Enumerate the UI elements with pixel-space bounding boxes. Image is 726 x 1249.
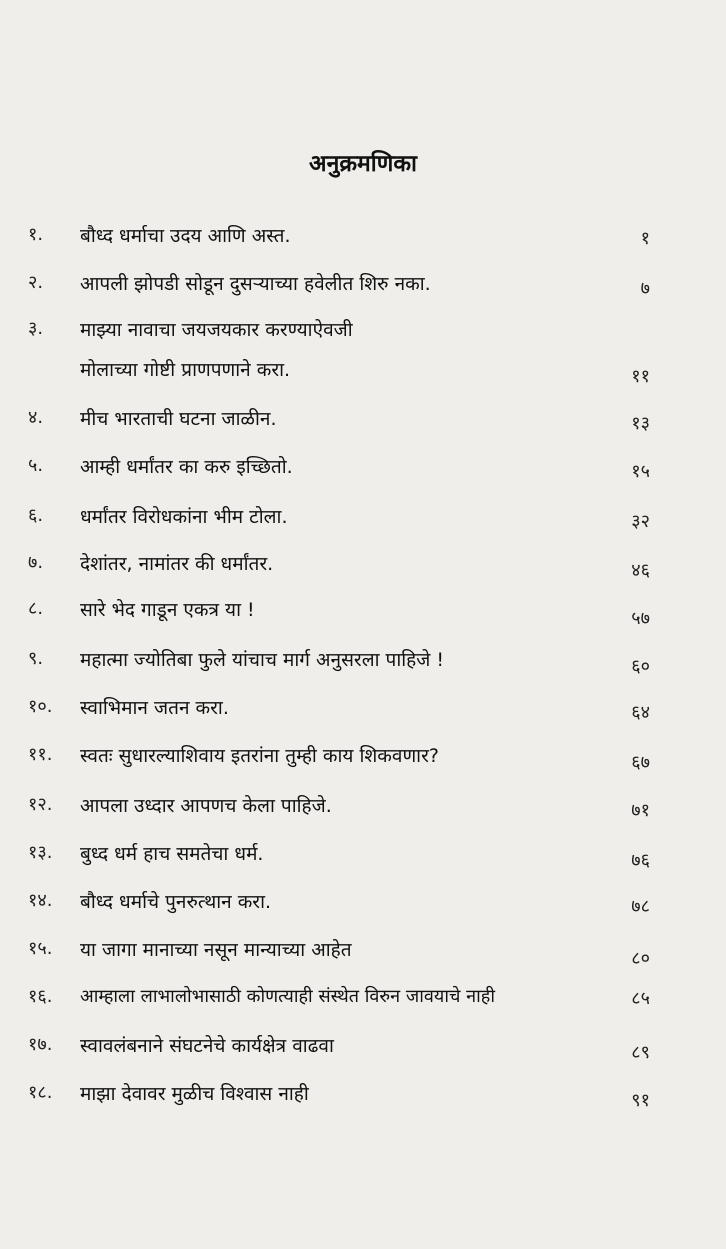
entry-title: आम्ही धर्मांतर का करु इच्छितो. bbox=[80, 456, 293, 478]
entry-title: आम्हाला लाभालोभासाठी कोणत्याही संस्थेत विरुन जावयाचे नाही bbox=[80, 986, 496, 1007]
entry-page: १३ bbox=[631, 413, 650, 434]
entry-title: देशांतर, नामांतर की धर्मांतर. bbox=[80, 553, 274, 575]
entry-title: आपली झोपडी सोडून दुसऱ्याच्या हवेलीत शिरु नका. bbox=[80, 273, 431, 295]
entry-page: ५७ bbox=[631, 608, 650, 629]
entry-number: ४. bbox=[28, 407, 44, 428]
entry-title: सारे भेद गाडून एकत्र या ! bbox=[80, 599, 255, 621]
entry-number: १. bbox=[28, 224, 44, 245]
entry-page: ९१ bbox=[631, 1090, 650, 1111]
entry-page: ८० bbox=[631, 948, 650, 969]
entry-title: स्वतः सुधारल्याशिवाय इतरांना तुम्ही काय शिकवणार? bbox=[80, 745, 439, 767]
entry-number: ३. bbox=[28, 318, 44, 339]
entry-title-line-1: माझ्या नावाचा जयजयकार करण्याऐवजी bbox=[80, 319, 353, 341]
entry-page: ७ bbox=[640, 278, 650, 299]
entry-title: आपला उध्दार आपणच केला पाहिजे. bbox=[80, 795, 332, 817]
entry-page: ६७ bbox=[631, 752, 650, 773]
entry-page: ६० bbox=[631, 656, 650, 677]
entry-number: ६. bbox=[28, 505, 44, 526]
entry-number: ९. bbox=[28, 648, 44, 669]
entry-page: ७८ bbox=[631, 896, 650, 917]
page-title: अनुक्रमणिका bbox=[309, 151, 417, 177]
entry-title: स्वाभिमान जतन करा. bbox=[80, 697, 229, 719]
entry-number: ११. bbox=[28, 744, 53, 765]
entry-number: १४. bbox=[28, 890, 53, 911]
entry-page: ४६ bbox=[631, 560, 650, 581]
entry-number: ५. bbox=[28, 455, 44, 476]
entry-title: या जागा मानाच्या नसून मान्याच्या आहेत bbox=[80, 939, 352, 961]
entry-title: धर्मांतर विरोधकांना भीम टोला. bbox=[80, 506, 288, 528]
entry-title: बौध्द धर्माचा उदय आणि अस्त. bbox=[80, 225, 291, 247]
entry-page: १५ bbox=[631, 461, 650, 482]
entry-number: १३. bbox=[28, 842, 53, 863]
entry-page: ८५ bbox=[631, 988, 650, 1009]
entry-page: ६४ bbox=[631, 702, 650, 723]
entry-page: ३२ bbox=[631, 511, 650, 532]
entry-number: ८. bbox=[28, 598, 44, 619]
entry-number: १०. bbox=[28, 696, 53, 717]
entry-page: ११ bbox=[631, 366, 650, 387]
entry-number: १५. bbox=[28, 938, 53, 959]
entry-title: स्वावलंबनाने संघटनेचे कार्यक्षेत्र वाढवा bbox=[80, 1035, 334, 1057]
entry-page: १ bbox=[640, 228, 650, 249]
entry-number: १२. bbox=[28, 794, 53, 815]
entry-title: मीच भारताची घटना जाळीन. bbox=[80, 408, 277, 430]
entry-number: १७. bbox=[28, 1034, 53, 1055]
entry-title: बुध्द धर्म हाच समतेचा धर्म. bbox=[80, 843, 264, 865]
entry-page: ८९ bbox=[631, 1042, 650, 1063]
entry-title: बौध्द धर्माचे पुनरुत्थान करा. bbox=[80, 891, 272, 913]
entry-title: माझा देवावर मुळीच विश्वास नाही bbox=[80, 1083, 309, 1105]
entry-number: ७. bbox=[28, 552, 44, 573]
entry-number: १८. bbox=[28, 1082, 53, 1103]
entry-page: ७१ bbox=[631, 800, 650, 821]
entry-title-line-2: मोलाच्या गोष्टी प्राणपणाने करा. bbox=[80, 359, 291, 381]
entry-title: महात्मा ज्योतिबा फुले यांचाच मार्ग अनुसरला पाहिजे ! bbox=[80, 649, 445, 671]
entry-number: २. bbox=[28, 272, 44, 293]
entry-page: ७६ bbox=[631, 850, 650, 871]
entry-number: १६. bbox=[28, 986, 53, 1007]
